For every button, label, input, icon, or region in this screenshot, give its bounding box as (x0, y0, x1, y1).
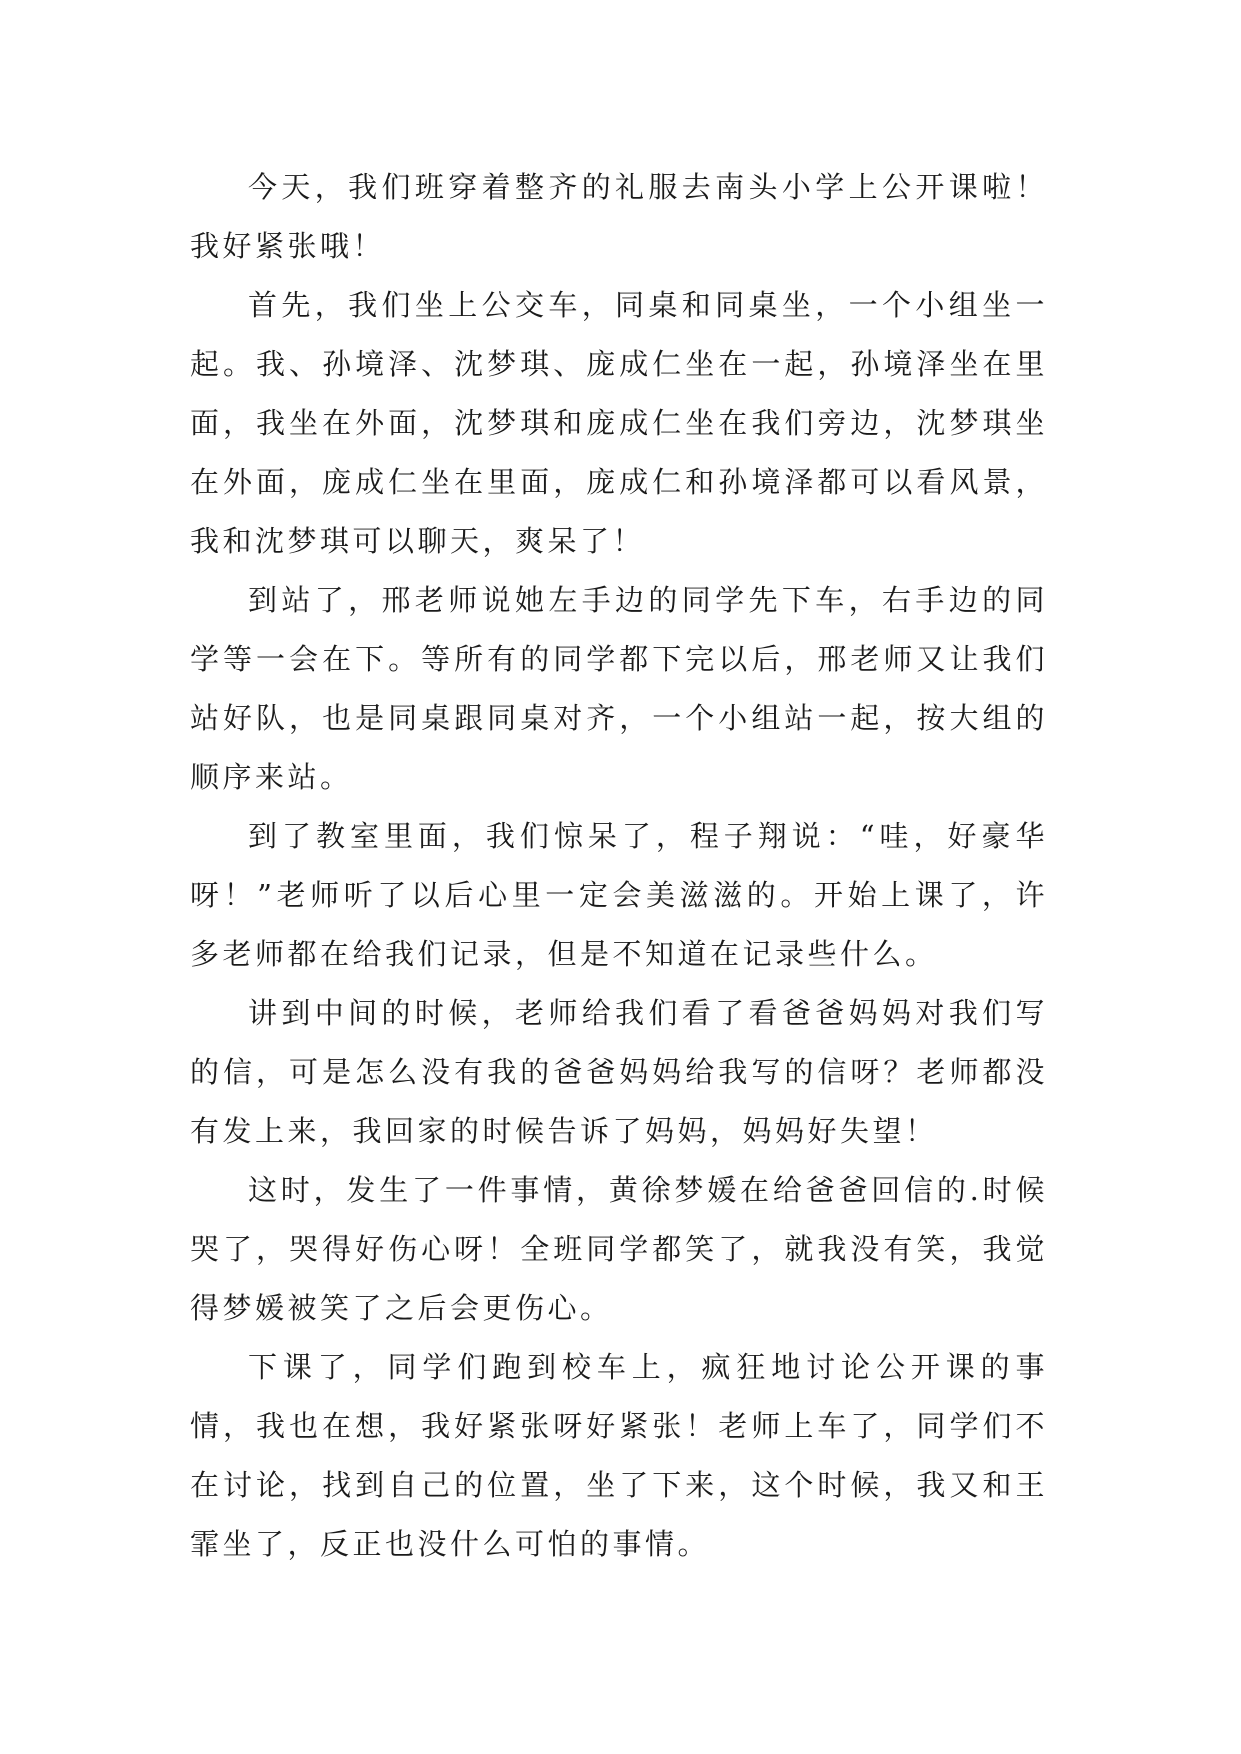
paragraph-4: 到了教室里面，我们惊呆了，程子翔说：“哇，好豪华呀！”老师听了以后心里一定会美滋滋的。开始上课了，许多老师都在给我们记录，但是不知道在记录些什么。 (190, 819, 1048, 971)
paragraph-7: 下课了，同学们跑到校车上，疯狂地讨论公开课的事情，我也在想，我好紧张呀好紧张！老师上车了，同学们不在讨论，找到自己的位置，坐了下来，这个时候，我又和王霏坐了，反正也没什么可怕的事情。 (190, 1350, 1048, 1561)
document-body (190, 158, 1048, 1574)
paragraph-3: 到站了，邢老师说她左手边的同学先下车，右手边的同学等一会在下。等所有的同学都下完以后，邢老师又让我们站好队，也是同桌跟同桌对齐，一个小组站一起，按大组的顺序来站。 (190, 583, 1048, 794)
paragraph-5: 讲到中间的时候，老师给我们看了看爸爸妈妈对我们写的信，可是怎么没有我的爸爸妈妈给我写的信呀？老师都没有发上来，我回家的时候告诉了妈妈，妈妈好失望！ (190, 996, 1048, 1148)
paragraph-2: 首先，我们坐上公交车，同桌和同桌坐，一个小组坐一起。我、孙境泽、沈梦琪、庞成仁坐在一起，孙境泽坐在里面，我坐在外面，沈梦琪和庞成仁坐在我们旁边，沈梦琪坐在外面，庞成仁坐在里面，庞成仁和孙境泽都可以看风景，我和沈梦琪可以聊天，爽呆了！ (190, 288, 1048, 558)
paragraph-6: 这时，发生了一件事情，黄徐梦媛在给爸爸回信的.时候哭了，哭得好伤心呀！全班同学都笑了，就我没有笑，我觉得梦媛被笑了之后会更伤心。 (190, 1173, 1048, 1325)
paragraph-1: 今天，我们班穿着整齐的礼服去南头小学上公开课啦！我好紧张哦！ (190, 170, 1048, 263)
